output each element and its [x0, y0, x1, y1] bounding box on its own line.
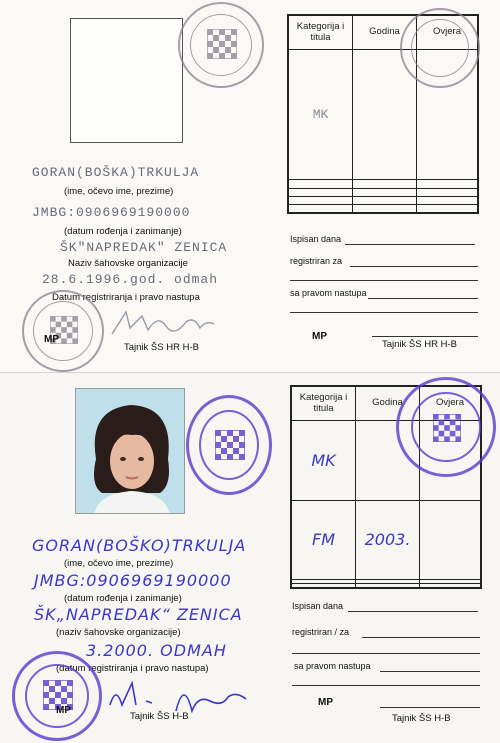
association-stamp: [178, 2, 264, 88]
category-entry: FM: [311, 530, 335, 550]
written-line: [345, 244, 475, 245]
year-entry: 2003.: [364, 530, 411, 550]
mp-label: MP: [312, 331, 327, 342]
member-organization: ŠK"NAPREDAK" ZENICA: [60, 240, 228, 255]
bottom-card: [0, 372, 500, 743]
org-caption: Naziv šahovske organizacije: [68, 258, 188, 269]
portrait-image: [76, 389, 185, 514]
table-row: [289, 180, 353, 188]
table-cell: [420, 584, 481, 588]
table-cell: [353, 188, 417, 196]
right-label: sa pravom nastupa: [290, 288, 367, 298]
member-organization: ŠK„NAPREDAK“ ZENICA: [34, 605, 243, 624]
verify-stamp: [400, 8, 480, 88]
table-cell: [420, 500, 481, 580]
blank-line: [290, 280, 478, 281]
mp-label: MP: [318, 697, 333, 708]
category-entry: MK: [312, 107, 329, 123]
name-caption: (ime, očevo ime, prezime): [64, 186, 174, 197]
table-cell: [417, 188, 478, 196]
table-row: [289, 204, 353, 212]
table-row: [289, 188, 353, 196]
table-cell: [353, 204, 417, 212]
col-category: Kategorija i titula: [292, 387, 356, 421]
chessboard-emblem: [433, 414, 461, 442]
verify-stamp: [396, 377, 496, 477]
member-jmbg: JMBG:0906969190000: [32, 205, 191, 220]
birth-caption: (datum rođenja i zanimanje): [64, 593, 182, 604]
table-cell: [353, 180, 417, 188]
category-entry: MK: [311, 450, 336, 470]
table-cell: [356, 500, 420, 580]
mp-label: MP: [56, 705, 71, 716]
blank-line: [290, 312, 478, 313]
association-stamp-lower: [12, 651, 102, 741]
registered-line: [362, 637, 480, 638]
table-cell: [356, 584, 420, 588]
table-row: [289, 196, 353, 204]
association-stamp-lower: [22, 290, 104, 372]
registration-date: 28.6.1996.god. odmah: [42, 272, 219, 287]
registration-date: 3.2000. ODMAH: [86, 641, 227, 660]
blank-line: [292, 685, 480, 686]
table-row: [292, 500, 356, 580]
table-cell: [417, 196, 478, 204]
secretary-caption: Tajnik ŠS HR H-B: [382, 339, 457, 350]
signature: [108, 306, 218, 342]
name-caption: (ime, očevo ime, prezime): [64, 558, 174, 569]
secretary-caption: Tajnik ŠS HR H-B: [124, 342, 199, 353]
table-row: [289, 50, 353, 180]
written-label: Ispisan dana: [292, 601, 344, 611]
secretary-line: [380, 707, 480, 708]
member-jmbg: JMBG:0906969190000: [34, 571, 232, 590]
written-label: Ispisan dana: [290, 234, 342, 244]
chessboard-emblem: [215, 430, 245, 460]
table-row: [292, 421, 356, 501]
registered-label: registriran / za: [292, 627, 350, 637]
right-label: sa pravom nastupa: [294, 661, 371, 671]
member-photo: [75, 388, 185, 514]
registered-label: registriran za: [290, 256, 343, 266]
association-stamp: [186, 395, 272, 495]
table-cell: [417, 180, 478, 188]
secretary-line: [372, 336, 478, 337]
table-cell: [417, 204, 478, 212]
org-caption: (naziv šahovske organizacije): [56, 627, 181, 638]
birth-caption: (datum rođenja i zanimanje): [64, 226, 182, 237]
table-cell: [353, 196, 417, 204]
member-name: GORAN(BOŠKO)TRKULJA: [32, 536, 247, 555]
secretary-caption: Tajnik ŠS H-B: [130, 711, 189, 722]
col-verify: Ovjera: [417, 16, 478, 50]
col-year: Godina: [356, 387, 420, 421]
chessboard-emblem: [207, 29, 237, 59]
col-verify: Ovjera: [420, 387, 481, 421]
right-line: [380, 671, 480, 672]
col-year: Godina: [353, 16, 417, 50]
written-line: [348, 611, 478, 612]
secretary-caption: Tajnik ŠS H-B: [392, 713, 451, 724]
mp-label: MP: [44, 334, 59, 345]
blank-line: [292, 653, 480, 654]
right-line: [368, 298, 478, 299]
photo-placeholder: [70, 18, 183, 143]
col-category: Kategorija i titula: [289, 16, 353, 50]
table-row: [292, 584, 356, 588]
registration-caption: (datum registriranja i pravo nastupa): [56, 663, 209, 674]
member-name: GORAN(BOŠKA)TRKULJA: [32, 165, 200, 180]
registered-line: [350, 266, 478, 267]
registration-caption: Datum registriranja i pravo nastupa: [52, 292, 200, 303]
